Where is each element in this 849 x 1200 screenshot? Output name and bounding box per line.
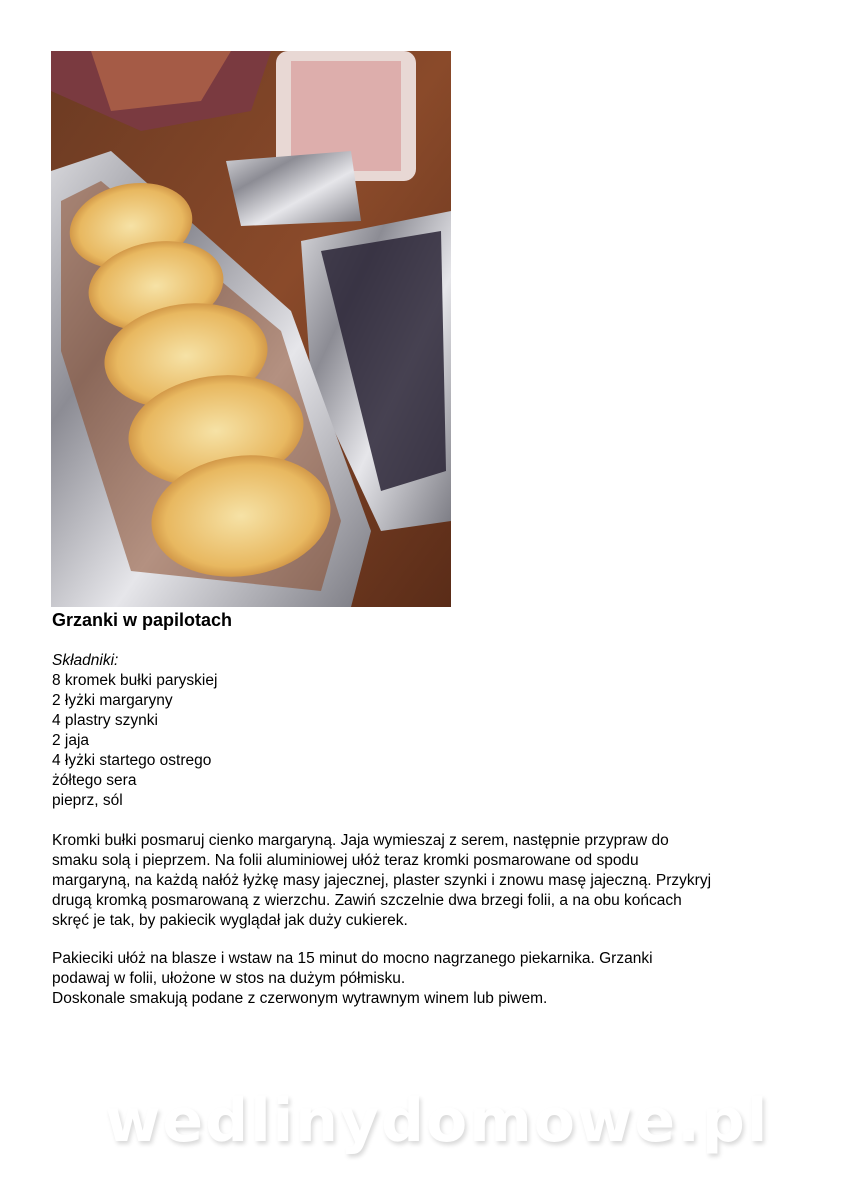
text-line: drugą kromką posmarowaną z wierzchu. Zawiń szczelnie dwa brzegi folii, a na obu końcach bbox=[52, 892, 682, 909]
ingredients-label: Składniki: bbox=[52, 652, 119, 669]
text-line: skręć je tak, by pakiecik wyglądał jak duży cukierek. bbox=[52, 912, 408, 929]
ingredient-item: 4 łyżki startego ostrego bbox=[52, 752, 212, 769]
watermark: wedlinydomowe.pl bbox=[105, 1086, 770, 1156]
instructions-paragraph-2 bbox=[52, 949, 653, 1009]
ingredient-item: 8 kromek bułki paryskiej bbox=[52, 672, 218, 689]
ingredient-item: 2 jaja bbox=[52, 732, 90, 749]
ingredient-item: 2 łyżki margaryny bbox=[52, 692, 173, 709]
ingredient-item: 4 plastry szynki bbox=[52, 712, 158, 729]
ingredient-item: żółtego sera bbox=[52, 772, 137, 789]
text-line: margaryną, na każdą nałóż łyżkę masy jajecznej, plaster szynki i znowu masę jajeczną. Przykryj bbox=[52, 872, 712, 889]
text-line: smaku solą i pieprzem. Na folii aluminiowej ułóż teraz kromki posmarowane od spodu bbox=[52, 852, 639, 869]
recipe-title: Grzanki w papilotach bbox=[52, 610, 233, 630]
text-line: Doskonale smakują podane z czerwonym wytrawnym winem lub piwem. bbox=[52, 990, 548, 1007]
text-line: podawaj w folii, ułożone w stos na dużym półmisku. bbox=[52, 970, 406, 987]
recipe-photo bbox=[51, 51, 451, 607]
instructions-paragraph-1 bbox=[52, 831, 711, 931]
ingredient-item: pieprz, sól bbox=[52, 792, 123, 809]
ingredients-section bbox=[52, 651, 217, 811]
text-line: Kromki bułki posmaruj cienko margaryną. Jaja wymieszaj z serem, następnie przypraw do bbox=[52, 832, 669, 849]
text-line: Pakieciki ułóż na blasze i wstaw na 15 minut do mocno nagrzanego piekarnika. Grzanki bbox=[52, 950, 653, 967]
